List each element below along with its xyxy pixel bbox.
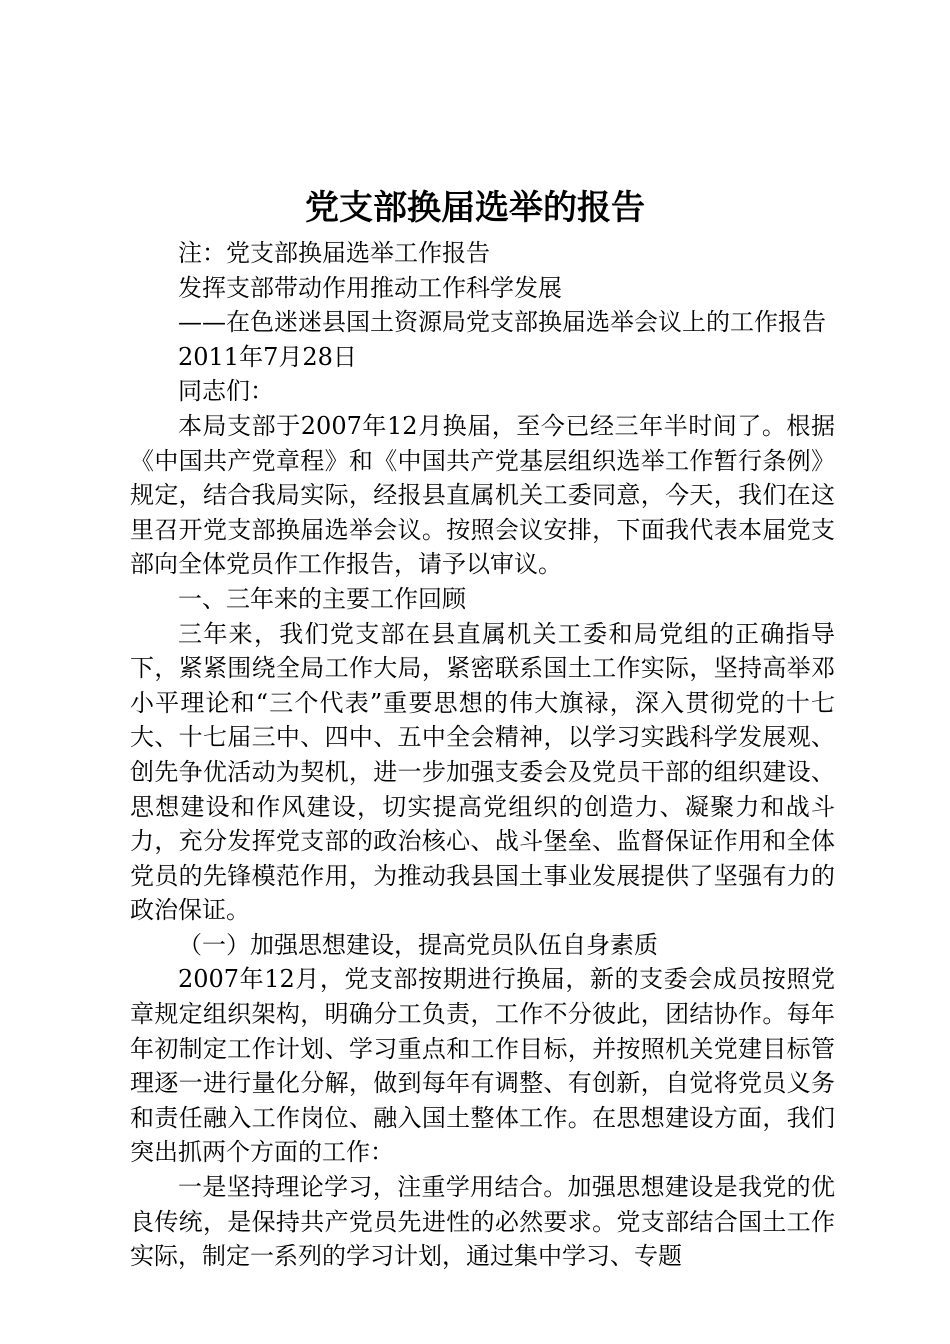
- body-paragraph: 2007年12月，党支部按期进行换届，新的支委会成员按照党章规定组织架构，明确分工负责，工作不分彼此，团结协作。每年年初制定工作计划、学习重点和工作目标，并按照机关党建目标管理逐一进行量化分解，做到每年有调整、有创新，自觉将党员义务和责任融入工作岗位、融入国土整体工作。在思想建设方面，我们突出抓两个方面的工作：: [130, 965, 835, 1167]
- subsection-heading: （一）加强思想建设，提高党员队伍自身素质: [178, 930, 658, 959]
- body-paragraph: 本局支部于2007年12月换届，至今已经三年半时间了。根据《中国共产党章程》和《中国共产党基层组织选举工作暂行条例》规定，结合我局实际，经报县直属机关工委同意，今天，我们在这里召开党支部换届选举会议。按照会议安排，下面我代表本届党支部向全体党员作工作报告，请予以审议。: [130, 411, 835, 579]
- report-occasion-line: ——在色迷迷县国土资源局党支部换届选举会议上的工作报告: [178, 308, 826, 337]
- section-heading: 一、三年来的主要工作回顾: [178, 584, 466, 613]
- date-line: 2011年7月28日: [178, 342, 357, 371]
- subtitle-line: 发挥支部带动作用推动工作科学发展: [178, 273, 562, 302]
- document-title: 党支部换届选举的报告: [305, 188, 645, 228]
- note-line: 注：党支部换届选举工作报告: [178, 239, 490, 267]
- body-paragraph: 一是坚持理论学习，注重学用结合。加强思想建设是我党的优良传统，是保持共产党员先进性的必然要求。党支部结合国土工作实际，制定一系列的学习计划，通过集中学习、专题: [130, 1173, 835, 1271]
- document-body: [130, 236, 835, 1274]
- body-paragraph: 三年来，我们党支部在县直属机关工委和局党组的正确指导下，紧紧围绕全局工作大局，紧密联系国土工作实际，坚持高举邓小平理论和“三个代表”重要思想的伟大旗䘵，深入贯彻党的十七大、十七届三中、四中、五中全会精神，以学习实践科学发展观、创先争优活动为契机，进一步加强支委会及党员干部的组织建设、思想建设和作风建设，切实提高党组织的创造力、凝聚力和战斗力，充分发挥党支部的政治核心、战斗堡垒、监督保证作用和全体党员的先锋模范作用，为推动我县国土事业发展提供了坚强有力的政治保证。: [130, 619, 835, 925]
- salutation: 同志们：: [178, 377, 274, 406]
